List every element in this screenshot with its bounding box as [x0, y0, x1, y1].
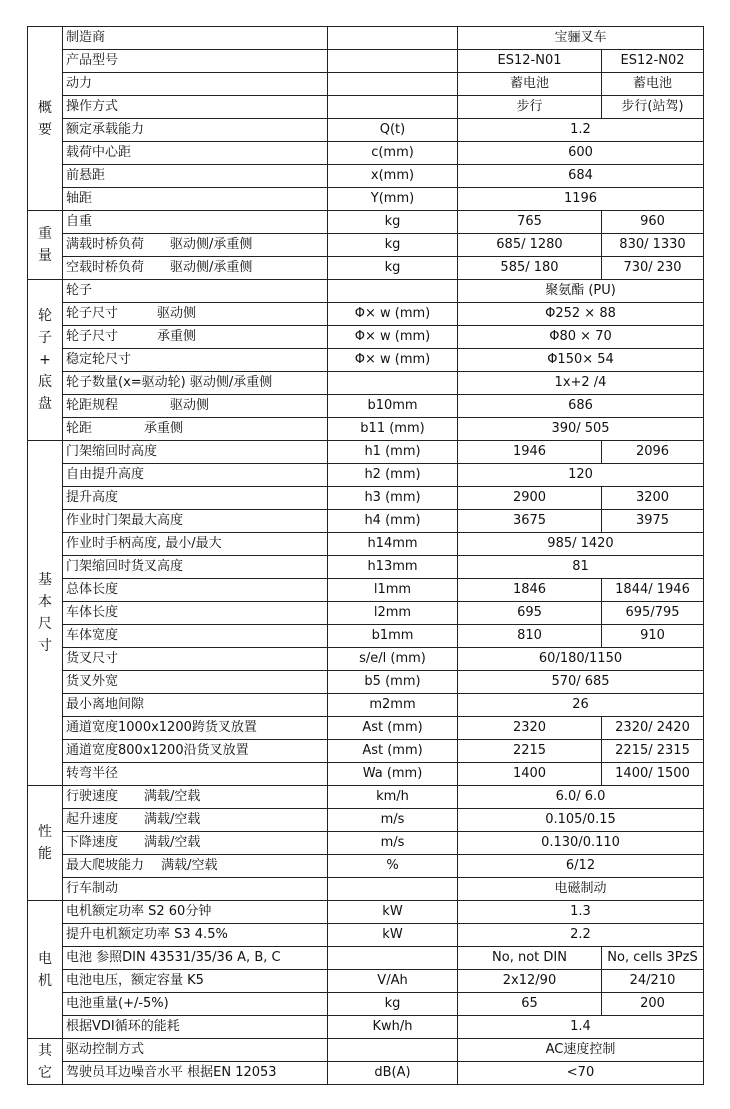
value-es12-n02: 730/ 230: [602, 257, 704, 280]
param-name: 操作方式: [63, 96, 328, 119]
value-es12-n02: No, cells 3PzS: [602, 947, 704, 970]
param-name: 额定承载能力: [63, 119, 328, 142]
spec-row: [28, 73, 704, 96]
spec-row: [28, 671, 704, 694]
param-unit: b11 (mm): [328, 418, 458, 441]
param-unit: [328, 50, 458, 73]
param-unit: kg: [328, 234, 458, 257]
value-shared: 600: [458, 142, 704, 165]
value-es12-n01: 2x12/90: [458, 970, 602, 993]
spec-row: [28, 763, 704, 786]
value-es12-n02: 695/795: [602, 602, 704, 625]
value-es12-n01: 685/ 1280: [458, 234, 602, 257]
value-shared: 1.4: [458, 1016, 704, 1039]
param-name: 轮距规程 驱动侧: [63, 395, 328, 418]
param-name: 转弯半径: [63, 763, 328, 786]
value-es12-n01: 蓄电池: [458, 73, 602, 96]
spec-row: [28, 832, 704, 855]
param-unit: Y(mm): [328, 188, 458, 211]
spec-row: [28, 556, 704, 579]
param-name: 下降速度 满载/空载: [63, 832, 328, 855]
section-label: [28, 211, 63, 280]
section-label-char: 寸: [38, 638, 52, 654]
param-name: 货叉尺寸: [63, 648, 328, 671]
value-shared: 390/ 505: [458, 418, 704, 441]
spec-row: [28, 441, 704, 464]
value-shared: 570/ 685: [458, 671, 704, 694]
value-shared: 81: [458, 556, 704, 579]
section-label-char: 尺: [38, 616, 52, 632]
section-label-char: 它: [38, 1064, 52, 1081]
section-label: [28, 901, 63, 1039]
section-label-char: 本: [38, 594, 52, 610]
value-shared: 6/12: [458, 855, 704, 878]
param-name: 起升速度 满载/空载: [63, 809, 328, 832]
param-name: 作业时手柄高度, 最小/最大: [63, 533, 328, 556]
param-unit: [328, 1039, 458, 1062]
value-es12-n01: 65: [458, 993, 602, 1016]
section-label-char: +: [39, 352, 51, 368]
param-name: 空载时桥负荷 驱动侧/承重侧: [63, 257, 328, 280]
param-name: 提升高度: [63, 487, 328, 510]
param-unit: m/s: [328, 832, 458, 855]
value-es12-n01: 2320: [458, 717, 602, 740]
param-name: 作业时门架最大高度: [63, 510, 328, 533]
spec-row: [28, 602, 704, 625]
param-unit: kg: [328, 211, 458, 234]
section-label-char: 性: [38, 824, 52, 840]
param-unit: [328, 372, 458, 395]
value-es12-n01: 步行: [458, 96, 602, 119]
value-es12-n02: 3975: [602, 510, 704, 533]
spec-row: [28, 1062, 704, 1085]
value-es12-n01: 810: [458, 625, 602, 648]
spec-row: [28, 280, 704, 303]
param-unit: V/Ah: [328, 970, 458, 993]
spec-row: [28, 694, 704, 717]
param-unit: b5 (mm): [328, 671, 458, 694]
section-label-char: 轮: [38, 308, 52, 324]
section-label-char: 能: [38, 846, 52, 862]
param-name: 通道宽度1000x1200跨货叉放置: [63, 717, 328, 740]
spec-row: [28, 924, 704, 947]
value-es12-n02: 2320/ 2420: [602, 717, 704, 740]
param-unit: Φ× w (mm): [328, 326, 458, 349]
spec-table: [27, 26, 704, 1085]
spec-row: [28, 96, 704, 119]
section-label-char: 要: [38, 121, 52, 138]
param-unit: h4 (mm): [328, 510, 458, 533]
param-name: 行驶速度 满载/空载: [63, 786, 328, 809]
value-es12-n02: 830/ 1330: [602, 234, 704, 257]
value-es12-n02: ES12-N02: [602, 50, 704, 73]
param-name: 稳定轮尺寸: [63, 349, 328, 372]
param-name: 轮子尺寸 驱动侧: [63, 303, 328, 326]
value-es12-n01: 1846: [458, 579, 602, 602]
section-label-char: 其: [38, 1042, 52, 1059]
spec-row: [28, 740, 704, 763]
value-shared: 60/180/1150: [458, 648, 704, 671]
spec-row: [28, 211, 704, 234]
spec-table-body: [28, 27, 704, 1085]
param-name: 门架缩回时货叉高度: [63, 556, 328, 579]
section-label-char: 盘: [38, 396, 52, 412]
param-unit: kg: [328, 257, 458, 280]
value-shared: Φ80 × 70: [458, 326, 704, 349]
param-name: 轴距: [63, 188, 328, 211]
value-es12-n02: 3200: [602, 487, 704, 510]
param-name: 车体长度: [63, 602, 328, 625]
value-es12-n01: 2215: [458, 740, 602, 763]
param-name: 制造商: [63, 27, 328, 50]
param-name: 载荷中心距: [63, 142, 328, 165]
section-label-char: 电: [38, 950, 52, 967]
value-shared: 985/ 1420: [458, 533, 704, 556]
spec-row: [28, 809, 704, 832]
param-unit: b1mm: [328, 625, 458, 648]
value-shared: 6.0/ 6.0: [458, 786, 704, 809]
section-label: [28, 1039, 63, 1085]
value-es12-n01: ES12-N01: [458, 50, 602, 73]
param-unit: dB(A): [328, 1062, 458, 1085]
param-unit: [328, 27, 458, 50]
section-label: [28, 27, 63, 211]
spec-row: [28, 510, 704, 533]
param-name: 轮子尺寸 承重侧: [63, 326, 328, 349]
section-label-char: 基: [38, 572, 52, 588]
spec-row: [28, 395, 704, 418]
section-label: [28, 280, 63, 441]
param-unit: Φ× w (mm): [328, 303, 458, 326]
param-name: 行车制动: [63, 878, 328, 901]
section-label-char: 子: [38, 330, 52, 346]
spec-row: [28, 947, 704, 970]
param-name: 电池 参照DIN 43531/35/36 A, B, C: [63, 947, 328, 970]
spec-row: [28, 188, 704, 211]
param-unit: [328, 73, 458, 96]
value-shared: <70: [458, 1062, 704, 1085]
value-shared: 686: [458, 395, 704, 418]
value-shared: 1.2: [458, 119, 704, 142]
spec-row: [28, 487, 704, 510]
value-es12-n01: 2900: [458, 487, 602, 510]
value-shared: AC速度控制: [458, 1039, 704, 1062]
param-unit: h14mm: [328, 533, 458, 556]
param-name: 电池电压，额定容量 K5: [63, 970, 328, 993]
param-unit: h3 (mm): [328, 487, 458, 510]
spec-row: [28, 464, 704, 487]
value-shared: 1x+2 /4: [458, 372, 704, 395]
value-shared: Φ150× 54: [458, 349, 704, 372]
param-unit: Q(t): [328, 119, 458, 142]
value-shared: 电磁制动: [458, 878, 704, 901]
spec-row: [28, 648, 704, 671]
value-shared: 0.130/0.110: [458, 832, 704, 855]
value-es12-n02: 2096: [602, 441, 704, 464]
spec-row: [28, 165, 704, 188]
spec-row: [28, 993, 704, 1016]
value-shared: 120: [458, 464, 704, 487]
param-unit: %: [328, 855, 458, 878]
param-unit: [328, 96, 458, 119]
param-unit: b10mm: [328, 395, 458, 418]
param-unit: Ast (mm): [328, 717, 458, 740]
value-shared: 宝骊叉车: [458, 27, 704, 50]
value-es12-n01: 3675: [458, 510, 602, 533]
spec-row: [28, 579, 704, 602]
param-unit: [328, 280, 458, 303]
param-unit: Φ× w (mm): [328, 349, 458, 372]
param-unit: h13mm: [328, 556, 458, 579]
value-es12-n01: 765: [458, 211, 602, 234]
section-label-char: 机: [38, 972, 52, 989]
spec-row: [28, 234, 704, 257]
spec-row: [28, 418, 704, 441]
param-unit: m/s: [328, 809, 458, 832]
param-name: 最大爬坡能力 满载/空载: [63, 855, 328, 878]
spec-row: [28, 786, 704, 809]
param-name: 最小离地间隙: [63, 694, 328, 717]
param-name: 驱动控制方式: [63, 1039, 328, 1062]
param-name: 货叉外宽: [63, 671, 328, 694]
param-name: 产品型号: [63, 50, 328, 73]
param-name: 轮子数量(x=驱动轮) 驱动侧/承重侧: [63, 372, 328, 395]
value-shared: 26: [458, 694, 704, 717]
section-label-char: 量: [38, 248, 52, 264]
param-name: 根据VDI循环的能耗: [63, 1016, 328, 1039]
value-es12-n01: 1946: [458, 441, 602, 464]
spec-row: [28, 119, 704, 142]
param-name: 驾驶员耳边噪音水平 根据EN 12053: [63, 1062, 328, 1085]
param-unit: Wa (mm): [328, 763, 458, 786]
param-unit: Ast (mm): [328, 740, 458, 763]
value-es12-n02: 1400/ 1500: [602, 763, 704, 786]
param-name: 轮子: [63, 280, 328, 303]
param-unit: s/e/l (mm): [328, 648, 458, 671]
section-label-char: 概: [38, 99, 52, 116]
value-shared: 684: [458, 165, 704, 188]
param-name: 前悬距: [63, 165, 328, 188]
value-shared: 1.3: [458, 901, 704, 924]
spec-row: [28, 1039, 704, 1062]
param-unit: x(mm): [328, 165, 458, 188]
param-unit: h1 (mm): [328, 441, 458, 464]
param-unit: Kwh/h: [328, 1016, 458, 1039]
value-es12-n01: No, not DIN: [458, 947, 602, 970]
param-unit: kg: [328, 993, 458, 1016]
value-es12-n02: 24/210: [602, 970, 704, 993]
value-es12-n02: 1844/ 1946: [602, 579, 704, 602]
value-shared: 0.105/0.15: [458, 809, 704, 832]
param-unit: [328, 947, 458, 970]
value-es12-n02: 蓄电池: [602, 73, 704, 96]
value-shared: 1196: [458, 188, 704, 211]
spec-row: [28, 372, 704, 395]
param-name: 电池重量(+/-5%): [63, 993, 328, 1016]
param-name: 轮距 承重侧: [63, 418, 328, 441]
spec-row: [28, 142, 704, 165]
param-name: 通道宽度800x1200沿货叉放置: [63, 740, 328, 763]
section-label: [28, 786, 63, 901]
value-es12-n02: 910: [602, 625, 704, 648]
value-es12-n01: 585/ 180: [458, 257, 602, 280]
spec-row: [28, 303, 704, 326]
param-unit: h2 (mm): [328, 464, 458, 487]
param-name: 自重: [63, 211, 328, 234]
spec-row: [28, 50, 704, 73]
section-label-char: 底: [38, 374, 52, 390]
param-unit: [328, 878, 458, 901]
spec-row: [28, 855, 704, 878]
param-unit: c(mm): [328, 142, 458, 165]
value-es12-n02: 960: [602, 211, 704, 234]
spec-row: [28, 349, 704, 372]
value-shared: 2.2: [458, 924, 704, 947]
value-es12-n02: 步行(站驾): [602, 96, 704, 119]
section-label: [28, 441, 63, 786]
value-es12-n02: 200: [602, 993, 704, 1016]
spec-row: [28, 257, 704, 280]
spec-row: [28, 27, 704, 50]
value-shared: 聚氨酯 (PU): [458, 280, 704, 303]
param-name: 满载时桥负荷 驱动侧/承重侧: [63, 234, 328, 257]
param-name: 自由提升高度: [63, 464, 328, 487]
spec-row: [28, 625, 704, 648]
param-unit: kW: [328, 901, 458, 924]
section-label-char: 重: [38, 226, 52, 242]
value-es12-n01: 1400: [458, 763, 602, 786]
param-name: 提升电机额定功率 S3 4.5%: [63, 924, 328, 947]
param-name: 总体长度: [63, 579, 328, 602]
spec-row: [28, 533, 704, 556]
param-unit: km/h: [328, 786, 458, 809]
spec-row: [28, 717, 704, 740]
param-unit: l2mm: [328, 602, 458, 625]
value-es12-n02: 2215/ 2315: [602, 740, 704, 763]
spec-row: [28, 1016, 704, 1039]
spec-row: [28, 970, 704, 993]
value-shared: Φ252 × 88: [458, 303, 704, 326]
param-unit: kW: [328, 924, 458, 947]
param-unit: m2mm: [328, 694, 458, 717]
param-name: 车体宽度: [63, 625, 328, 648]
spec-row: [28, 901, 704, 924]
spec-row: [28, 326, 704, 349]
param-name: 门架缩回时高度: [63, 441, 328, 464]
param-name: 电机额定功率 S2 60分钟: [63, 901, 328, 924]
value-es12-n01: 695: [458, 602, 602, 625]
spec-row: [28, 878, 704, 901]
param-name: 动力: [63, 73, 328, 96]
param-unit: l1mm: [328, 579, 458, 602]
